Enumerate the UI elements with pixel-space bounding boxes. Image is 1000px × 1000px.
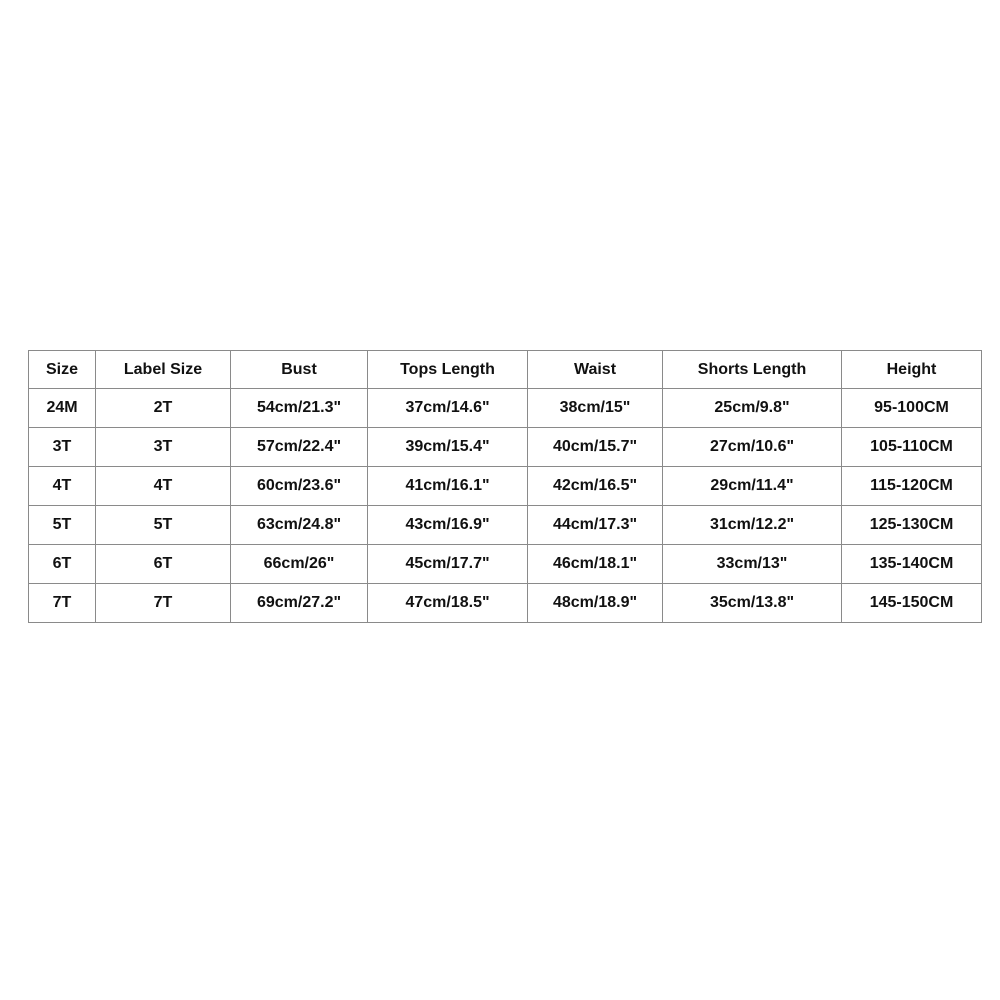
cell-bust: 60cm/23.6" bbox=[231, 467, 368, 506]
cell-shorts-length: 33cm/13" bbox=[663, 545, 842, 584]
cell-height: 125-130CM bbox=[842, 506, 982, 545]
cell-waist: 46cm/18.1" bbox=[528, 545, 663, 584]
cell-bust: 63cm/24.8" bbox=[231, 506, 368, 545]
cell-size: 24M bbox=[29, 389, 96, 428]
column-header-tops-length: Tops Length bbox=[368, 351, 528, 389]
size-chart-table bbox=[28, 350, 982, 623]
cell-tops-length: 41cm/16.1" bbox=[368, 467, 528, 506]
cell-waist: 40cm/15.7" bbox=[528, 428, 663, 467]
cell-size: 6T bbox=[29, 545, 96, 584]
cell-size: 4T bbox=[29, 467, 96, 506]
cell-tops-length: 47cm/18.5" bbox=[368, 584, 528, 623]
table-row bbox=[29, 545, 982, 584]
cell-label-size: 4T bbox=[96, 467, 231, 506]
cell-waist: 48cm/18.9" bbox=[528, 584, 663, 623]
cell-height: 105-110CM bbox=[842, 428, 982, 467]
cell-label-size: 7T bbox=[96, 584, 231, 623]
cell-height: 145-150CM bbox=[842, 584, 982, 623]
table-row bbox=[29, 428, 982, 467]
cell-bust: 66cm/26" bbox=[231, 545, 368, 584]
cell-bust: 54cm/21.3" bbox=[231, 389, 368, 428]
cell-waist: 38cm/15" bbox=[528, 389, 663, 428]
header-row bbox=[29, 351, 982, 389]
cell-tops-length: 45cm/17.7" bbox=[368, 545, 528, 584]
cell-label-size: 5T bbox=[96, 506, 231, 545]
cell-shorts-length: 27cm/10.6" bbox=[663, 428, 842, 467]
cell-waist: 44cm/17.3" bbox=[528, 506, 663, 545]
column-header-size: Size bbox=[29, 351, 96, 389]
cell-label-size: 6T bbox=[96, 545, 231, 584]
table-row bbox=[29, 467, 982, 506]
column-header-waist: Waist bbox=[528, 351, 663, 389]
cell-tops-length: 39cm/15.4" bbox=[368, 428, 528, 467]
cell-tops-length: 43cm/16.9" bbox=[368, 506, 528, 545]
column-header-shorts-length: Shorts Length bbox=[663, 351, 842, 389]
column-header-bust: Bust bbox=[231, 351, 368, 389]
cell-bust: 57cm/22.4" bbox=[231, 428, 368, 467]
table-row bbox=[29, 506, 982, 545]
cell-shorts-length: 35cm/13.8" bbox=[663, 584, 842, 623]
column-header-height: Height bbox=[842, 351, 982, 389]
cell-height: 135-140CM bbox=[842, 545, 982, 584]
cell-tops-length: 37cm/14.6" bbox=[368, 389, 528, 428]
cell-label-size: 3T bbox=[96, 428, 231, 467]
column-header-label-size: Label Size bbox=[96, 351, 231, 389]
cell-waist: 42cm/16.5" bbox=[528, 467, 663, 506]
table-row bbox=[29, 389, 982, 428]
cell-shorts-length: 25cm/9.8" bbox=[663, 389, 842, 428]
cell-height: 115-120CM bbox=[842, 467, 982, 506]
cell-bust: 69cm/27.2" bbox=[231, 584, 368, 623]
cell-size: 7T bbox=[29, 584, 96, 623]
table-row bbox=[29, 584, 982, 623]
cell-height: 95-100CM bbox=[842, 389, 982, 428]
cell-size: 5T bbox=[29, 506, 96, 545]
cell-shorts-length: 31cm/12.2" bbox=[663, 506, 842, 545]
cell-size: 3T bbox=[29, 428, 96, 467]
cell-shorts-length: 29cm/11.4" bbox=[663, 467, 842, 506]
cell-label-size: 2T bbox=[96, 389, 231, 428]
